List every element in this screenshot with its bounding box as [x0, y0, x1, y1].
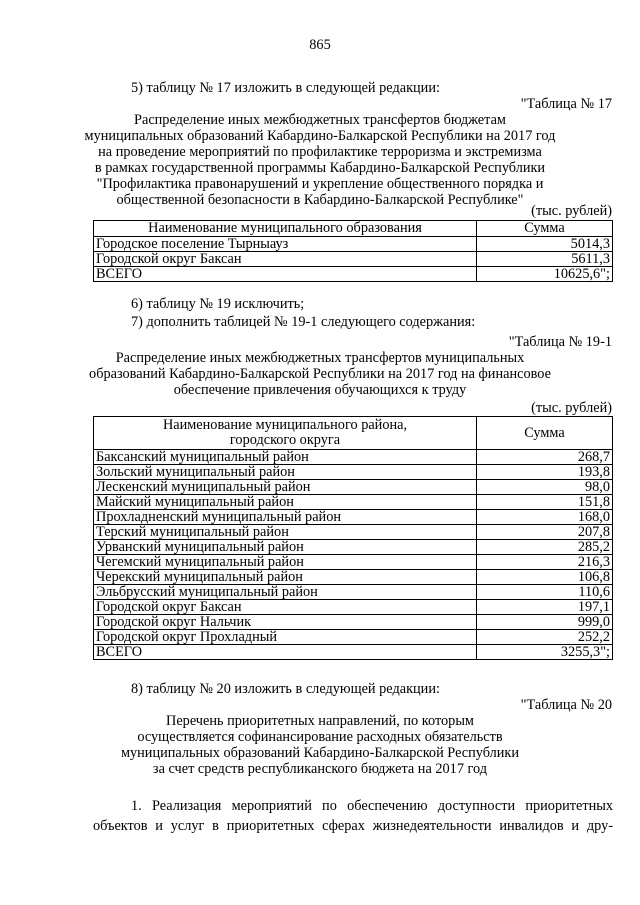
table-19-1-label: "Таблица № 19-1	[508, 334, 612, 350]
cell-sum: 110,6	[477, 585, 613, 600]
cell-name: Баксанский муниципальный район	[94, 450, 477, 465]
cell-sum: 5014,3	[477, 237, 613, 252]
title-line: осуществляется софинансирование расходных обязательств	[137, 729, 503, 745]
table-19-1-title	[0, 350, 640, 398]
title-line: Перечень приоритетных направлений, по которым	[166, 713, 474, 729]
table-row	[94, 540, 613, 555]
cell-name: Терский муниципальный район	[94, 525, 477, 540]
table-row	[94, 495, 613, 510]
title-line: муниципальных образований Кабардино-Балкарской Республики	[120, 745, 520, 761]
table-row	[94, 555, 613, 570]
table-header-row	[94, 417, 613, 450]
table-row	[94, 480, 613, 495]
cell-name: Прохладненский муниципальный район	[94, 510, 477, 525]
cell-name: Эльбрусский муниципальный район	[94, 585, 477, 600]
cell-sum: 999,0	[477, 615, 613, 630]
cell-sum: 193,8	[477, 465, 613, 480]
cell-name: Зольский муниципальный район	[94, 465, 477, 480]
title-line: Распределение иных межбюджетных трансфертов бюджетам	[134, 112, 506, 128]
table-17-title	[0, 112, 640, 208]
cell-name: Городской округ Нальчик	[94, 615, 477, 630]
cell-sum: 216,3	[477, 555, 613, 570]
cell-name: Городской округ Баксан	[94, 600, 477, 615]
page-number: 865	[309, 37, 331, 53]
table-row	[94, 237, 613, 252]
title-line: общественной безопасности в Кабардино-Балкарской Республике"	[116, 192, 524, 208]
table-total-row	[94, 645, 613, 660]
cell-name: Урванский муниципальный район	[94, 540, 477, 555]
cell-sum: 10625,6";	[477, 267, 613, 282]
table-total-row	[94, 267, 613, 282]
cell-sum: 106,8	[477, 570, 613, 585]
header-sum: Сумма	[477, 417, 613, 450]
table-17-units: (тыс. рублей)	[531, 203, 612, 219]
cell-sum: 98,0	[477, 480, 613, 495]
cell-name: Городское поселение Тырныауз	[94, 237, 477, 252]
table-row	[94, 510, 613, 525]
header-line: городского округа	[229, 432, 341, 448]
table-20-label: "Таблица № 20	[520, 697, 612, 713]
cell-name: Майский муниципальный район	[94, 495, 477, 510]
paragraph	[93, 796, 613, 836]
header-name	[94, 417, 477, 450]
cell-name: ВСЕГО	[94, 267, 477, 282]
cell-name: ВСЕГО	[94, 645, 477, 660]
header-sum: Сумма	[477, 221, 613, 237]
table-17	[93, 220, 613, 282]
header-name: Наименование муниципального образования	[94, 221, 477, 237]
cell-name: Городской округ Баксан	[94, 252, 477, 267]
cell-sum: 252,2	[477, 630, 613, 645]
table-row	[94, 630, 613, 645]
item-6: 6) таблицу № 19 исключить;	[131, 296, 305, 312]
title-line: за счет средств республиканского бюджета на 2017 год	[152, 761, 488, 777]
item-7: 7) дополнить таблицей № 19-1 следующего содержания:	[131, 314, 476, 330]
cell-sum: 168,0	[477, 510, 613, 525]
table-row	[94, 525, 613, 540]
table-row	[94, 570, 613, 585]
item-8: 8) таблицу № 20 изложить в следующей редакции:	[131, 681, 440, 697]
table-header-row	[94, 221, 613, 237]
cell-sum: 5611,3	[477, 252, 613, 267]
header-line: Наименование муниципального района,	[162, 417, 408, 433]
title-line: образований Кабардино-Балкарской Республики на 2017 год на финансовое	[89, 366, 551, 382]
cell-sum: 197,1	[477, 600, 613, 615]
table-19-1	[93, 416, 613, 660]
cell-name: Городской округ Прохладный	[94, 630, 477, 645]
table-row	[94, 615, 613, 630]
table-row	[94, 252, 613, 267]
title-line: на проведение мероприятий по профилактике терроризма и экстремизма	[98, 144, 542, 160]
cell-name: Чегемский муниципальный район	[94, 555, 477, 570]
cell-name: Лескенский муниципальный район	[94, 480, 477, 495]
title-line: обеспечение привлечения обучающихся к труду	[173, 382, 467, 398]
table-row	[94, 585, 613, 600]
title-line: "Профилактика правонарушений и укрепление общественного порядка и	[96, 176, 544, 192]
table-17-label: "Таблица № 17	[520, 96, 612, 112]
table-20-title	[0, 713, 640, 777]
table-row	[94, 600, 613, 615]
table-19-1-units: (тыс. рублей)	[531, 400, 612, 416]
cell-sum: 207,8	[477, 525, 613, 540]
title-line: в рамках государственной программы Кабардино-Балкарской Республики	[94, 160, 546, 176]
cell-name: Черекский муниципальный район	[94, 570, 477, 585]
cell-sum: 3255,3";	[477, 645, 613, 660]
paragraph-line: 1. Реализация мероприятий по обеспечению доступности приоритетных	[131, 798, 613, 814]
title-line: муниципальных образований Кабардино-Балкарской Республики на 2017 год	[84, 128, 556, 144]
paragraph-line: объектов и услуг в приоритетных сферах жизнедеятельности инвалидов и дру-	[93, 818, 613, 834]
title-line: Распределение иных межбюджетных трансфертов муниципальных	[115, 350, 525, 366]
table-row	[94, 450, 613, 465]
item-5: 5) таблицу № 17 изложить в следующей редакции:	[131, 80, 440, 96]
cell-sum: 151,8	[477, 495, 613, 510]
table-row	[94, 465, 613, 480]
cell-sum: 285,2	[477, 540, 613, 555]
cell-sum: 268,7	[477, 450, 613, 465]
